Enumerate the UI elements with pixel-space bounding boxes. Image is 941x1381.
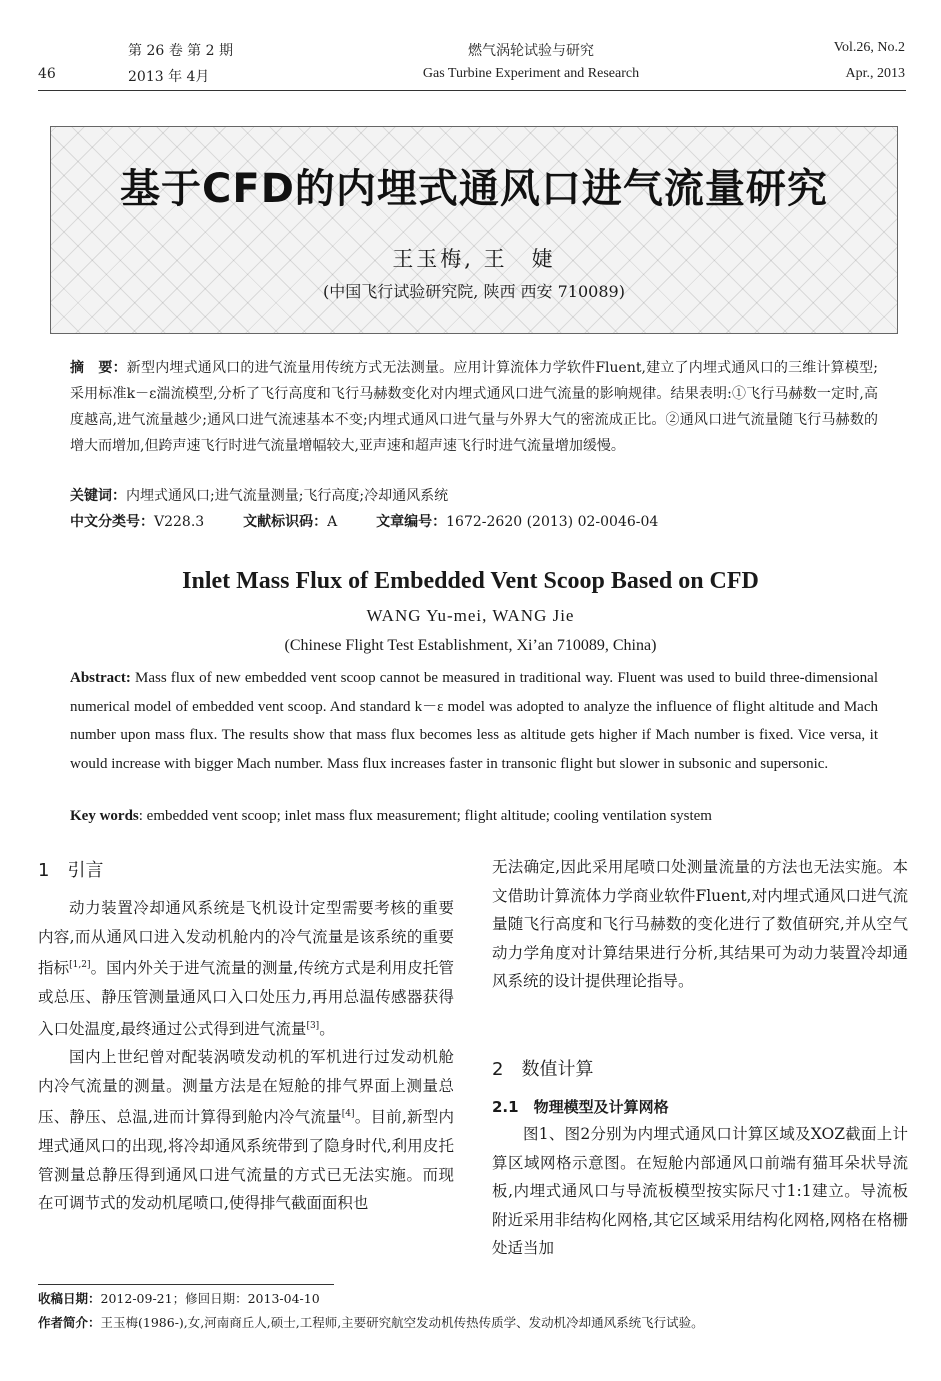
keywords-cn-text: 内埋式通风口;进气流量测量;飞行高度;冷却通风系统 (126, 488, 449, 504)
abstract-cn-text: 新型内埋式通风口的进气流量用传统方式无法测量。应用计算流体力学软件Fluent,建立了内埋式通风口的三维计算模型;采用标准k－ε湍流模型,分析了飞行高度和飞行马赫数变化对内埋式通风口进气流量的影响规律。结果表明:①飞行马赫数一定时,高度越高,进气流量越少;通风口进气流速基本不变;内埋式通风口进气量与外界大气的密流成正比。②通风口进气流量随飞行马赫数的增大而增加,但跨声速飞行时进气流量增幅较大,亚声速和超声速飞行时进气流量增加缓慢。 (70, 360, 878, 454)
clc-label: 中文分类号： (70, 514, 154, 530)
section-2-heading: 2 数值计算 (492, 1059, 594, 1080)
doc-code-label: 文献标识码： (243, 514, 328, 530)
doc-code-value: A (327, 514, 338, 530)
received-text: 2012-09-21；修回日期：2013-04-10 (100, 1291, 320, 1306)
volume-en: Vol.26, No.2 (833, 40, 905, 55)
clc-value: V228.3 (154, 514, 205, 530)
section-1-paragraph-2 (38, 1043, 454, 1218)
article-number-value: 1672-2620 (2013) 02-0046-04 (446, 514, 659, 530)
keywords-en-label: Key words (70, 808, 139, 824)
volume-issue: 第 26 卷 第 2 期 (128, 43, 233, 59)
received-label: 收稿日期： (38, 1291, 101, 1306)
section-1-paragraph-1 (38, 894, 454, 1043)
affiliation-cn: (中国飞行试验研究院, 陕西 西安 710089) (323, 282, 625, 301)
abstract-cn (70, 355, 878, 459)
author-bio-note (38, 1313, 704, 1331)
citation-1-2: [1,2] (69, 960, 91, 971)
citation-4: [4] (341, 1109, 355, 1120)
author-bio-text: 王玉梅(1986-),女,河南商丘人,硕士,工程师,主要研究航空发动机传热传质学、发动机冷却通风系统飞行试验。 (100, 1315, 704, 1330)
section-1-heading: 1 引言 (38, 860, 104, 881)
section-2-1-paragraph: 图1、图2分别为内埋式通风口计算区域及XOZ截面上计算区域网格示意图。在短舱内部通风口前端有猫耳朵状导流板,内埋式通风口与导流板模型按实际尺寸1:1建立。导流板附近采用非结构化网格,其它区域采用结构化网格,网格在格栅处适当加 (492, 1125, 908, 1258)
paper-title-en: Inlet Mass Flux of Embedded Vent Scoop Based on CFD (182, 568, 759, 594)
p1-text-c: 。 (319, 1019, 335, 1038)
abstract-cn-label: 摘 要： (70, 360, 127, 376)
abstract-en-text: Mass flux of new embedded vent scoop cannot be measured in traditional way. Fluent was used to build three-dimensional numerical model of embedded vent scoop. And standard k－ε model was adopted to analyze the influence of flight altitude and Mach number upon mass flux. The results show that mass flux becomes less as altitude gets higher if Mach number is fixed. Vice versa, it would increase with bigger Mach number. Mass flux increases faster in transonic flight but slower in subsonic and supersonic. (70, 670, 879, 772)
keywords-cn (70, 483, 878, 509)
classification-line (70, 509, 878, 535)
authors-cn: 王玉梅, 王 婕 (392, 247, 556, 271)
abstract-en-label: Abstract: (70, 670, 131, 686)
p2-text-b: 。目前,新型内埋式通风口的出现,将冷却通风系统带到了隐身时代,利用皮托管测量总静压得到通风口进气流量的方式已无法实施。而现在可调节式的发动机尾喷口,使得排气截面面积也 (38, 1108, 454, 1213)
keywords-cn-label: 关键词： (70, 488, 126, 504)
article-number-label: 文章编号： (376, 514, 447, 530)
authors-en: WANG Yu-mei, WANG Jie (366, 606, 575, 625)
keywords-en-text: : embedded vent scoop; inlet mass flux measurement; flight altitude; cooling ventilation system (138, 808, 712, 824)
title-banner (50, 126, 898, 334)
received-date-note (38, 1289, 320, 1307)
section-2-1-heading: 2.1 物理模型及计算网格 (492, 1098, 669, 1116)
section-1-left-body (38, 894, 454, 1218)
p1-text-a: 动力装置冷却通风系统是飞机设计定型需要考核的重要内容,而从通风口进入发动机舱内的冷气流量是该系统的重要指标 (38, 899, 454, 978)
p1-text-b: 。国内外关于进气流量的测量,传统方式是利用皮托管或总压、静压管测量通风口入口处压力,再用总温传感器获得入口处温度,最终通过公式得到进气流量 (38, 959, 454, 1038)
header-rule (38, 90, 906, 91)
page-number: 46 (38, 66, 56, 82)
issue-date-cn: 2013 年 4月 (128, 69, 210, 85)
journal-name-cn: 燃气涡轮试验与研究 (468, 43, 594, 59)
author-bio-label: 作者简介： (38, 1315, 101, 1330)
p2-text-a: 国内上世纪曾对配装涡喷发动机的军机进行过发动机舱内冷气流量的测量。测量方法是在短舱的排气界面上测量总压、静压、总温,进而计算得到舱内冷气流量 (38, 1048, 454, 1127)
section-2-1-body (492, 1120, 908, 1263)
paper-title-cn: 基于CFD的内埋式通风口进气流量研究 (120, 166, 828, 212)
affiliation-en: (Chinese Flight Test Establishment, Xi’an 710089, China) (284, 637, 657, 654)
citation-3: [3] (306, 1020, 320, 1031)
abstract-en (70, 664, 878, 778)
issue-date-en: Apr., 2013 (845, 66, 905, 81)
journal-name-en: Gas Turbine Experiment and Research (422, 66, 640, 81)
keywords-en (70, 802, 878, 831)
section-1-right-body: 无法确定,因此采用尾喷口处测量流量的方法也无法实施。本文借助计算流体力学商业软件Fluent,对内埋式通风口进气流量随飞行高度和飞行马赫数的变化进行了数值研究,并从空气动力学角度对计算结果进行分析,其结果可为动力装置冷却通风系统的设计提供理论指导。 (492, 858, 908, 991)
footnote-rule (38, 1284, 334, 1285)
